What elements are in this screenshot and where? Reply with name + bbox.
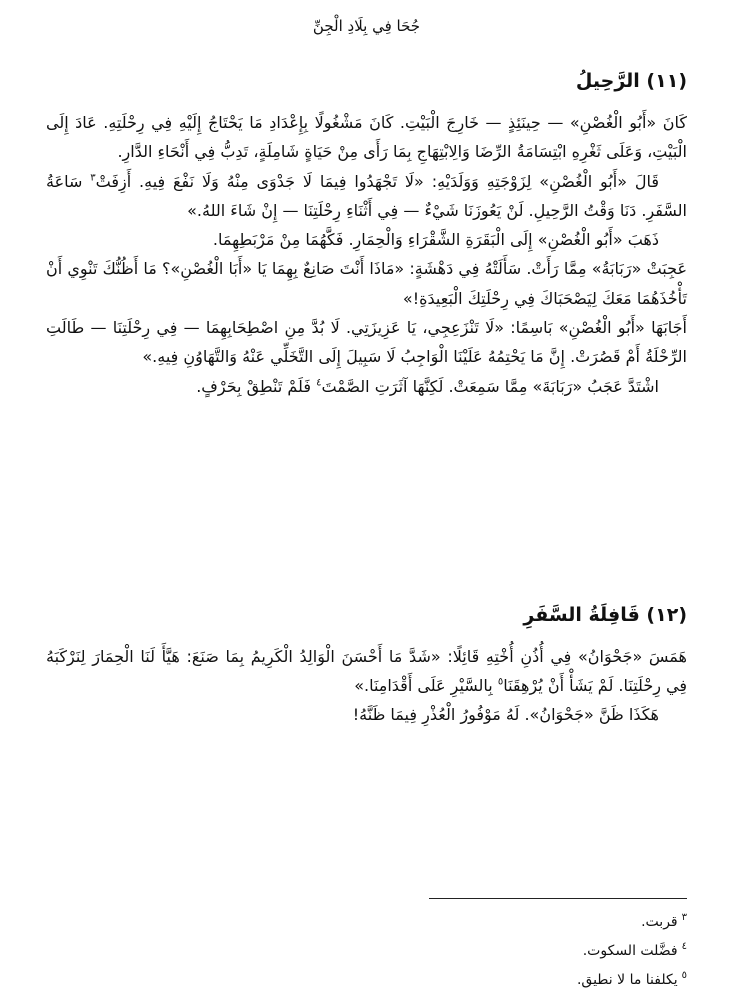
section-11: [46, 66, 687, 401]
footnote-number: ٣: [681, 912, 687, 924]
footnote-number: ٤: [681, 941, 687, 953]
paragraph-6: [46, 372, 687, 401]
section-heading-12: (١٢) قَافِلَةُ السَّفَرِ: [523, 604, 687, 626]
paragraph-1: [46, 642, 687, 700]
paragraph-text: عَجِبَتْ «رَبَابَةُ» مِمَّا رَأَتْ. سَأَلَتْهُ فِي دَهْشَةٍ: «مَاذَا أَنْتَ صَانِعٌ بِهِمَا يَا «أَبَا الْغُصْنِ»؟ مَا أَظُنُّكَ تَنْوِي أَنْ تَأْخُذَهُمَا مَعَكَ لِيَصْحَبَاكَ فِي رِحْلَتِكَ الْبَعِيدَةِ!»: [46, 259, 687, 308]
paragraph-3: [46, 225, 687, 254]
footnote-text: يكلفنا ما لا نطيق.: [576, 972, 678, 988]
paragraph-text: ذَهَبَ «أَبُو الْغُصْنِ» إِلَى الْبَقَرَةِ الشَّقْرَاءِ وَالْحِمَارِ. فَكَّهُمَا مِنْ مَرْبَطِهِمَا.: [212, 230, 659, 250]
paragraph-text: فَلَمْ تَنْطِقْ بِحَرْفٍ.: [196, 376, 317, 396]
paragraph-text: هَكَذَا ظَنَّ «جَحْوَانُ». لَهُ مَوْفُورُ الْعُذْرِ فِيمَا ظَنَّهُ!: [352, 705, 659, 724]
paragraph-text: كَانَ «أَبُو الْغُصْنِ» — حِينَئِذٍ — خَارِجَ الْبَيْتِ. كَانَ مَشْغُولًا بِإِعْدَادِ مَا يَحْتَاجُ إِلَيْهِ فِي رِحْلَتِهِ. عَادَ إِلَى الْبَيْتِ، وَعَلَى ثَغْرِهِ ابْتِسَامَةُ الرِّضَا وَالِابْتِهَاجِ بِمَا رَأَى مِنْ حَيَاةٍ شَامِلَةٍ، تَدِبُّ فِي أَنْحَاءِ الدَّارِ.: [46, 113, 687, 162]
paragraph-4: [46, 254, 687, 313]
footnote-5: [46, 966, 687, 995]
paragraph-text: قَالَ «أَبُو الْغُصْنِ» لِزَوْجَتِهِ وَوَلَدَيْهِ: «لَا تَجْهَدُوا فِيمَا لَا جَدْوَى مِنْهُ وَلَا نَفْعَ فِيهِ. أَزِفَتْ: [95, 171, 659, 191]
footnote-ref-3[interactable]: ٣: [90, 172, 96, 184]
footnote-ref-5[interactable]: ٥: [497, 676, 504, 688]
paragraph-text: هَمَسَ «جَحْوَانُ» فِي أُذُنِ أُخْتِهِ قَائِلًا: «شَدَّ مَا أَحْسَنَ الْوَالِدُ الْكَرِيمُ بِمَا صَنَعَ: هَيَّأَ لَنَا الْحِمَارَ لِنَرْكَبَهُ فِي رِحْلَتِنَا. لَمْ يَشَأْ أَنْ يُرْهِقَنَا: [46, 647, 687, 695]
paragraph-2: [46, 700, 687, 729]
footnote-text: قربت.: [641, 914, 678, 930]
paragraph-text: أَجَابَهَا «أَبُو الْغُصْنِ» بَاسِمًا: «لَا تَنْزَعِجِي، يَا عَزِيزَتِي. لَا بُدَّ مِنِ اصْطِحَابِهِمَا — فِي رِحْلَتِنَا — طَالَتِ الرِّحْلَةُ أَمْ قَصُرَتْ. إِنَّ مَا يَحْتِمُهُ عَلَيْنَا الْوَاجِبُ لَا سَبِيلَ إِلَى التَّخَلِّي عَنْهُ وَالتَّهَاوُنِ فِيهِ.»: [46, 318, 687, 367]
footnote-4: [46, 937, 687, 966]
footnote-number: ٥: [681, 970, 687, 982]
paragraph-5: [46, 313, 687, 372]
section-12: [46, 600, 687, 729]
running-head: جُحَا فِي بِلَادِ الْجِنِّ: [312, 17, 421, 35]
paragraph-1: [46, 108, 687, 167]
paragraph-2: [46, 167, 687, 226]
footnotes: [46, 908, 687, 995]
paragraph-text: اشْتَدَّ عَجَبُ «رَبَابَةَ» مِمَّا سَمِعَتْ. لَكِنَّهَا آثَرَتِ الصَّمْتَ: [321, 376, 659, 396]
section-heading-11: (١١) الرَّحِيلُ: [575, 70, 687, 92]
footnote-3: [46, 908, 687, 937]
paragraph-text: سَاعَةُ السَّفَرِ. دَنَا وَقْتُ الرَّحِيلِ. لَنْ يَعُوزَنَا شَيْءٌ — فِي أَثْنَاءِ رِحْلَتِنَا — إِنْ شَاءَ اللهُ.»: [46, 171, 687, 220]
footnote-divider: [429, 898, 687, 899]
footnote-ref-4[interactable]: ٤: [316, 377, 322, 389]
footnote-text: فضَّلت السكوت.: [582, 943, 678, 959]
paragraph-text: بِالسَّيْرِ عَلَى أَقْدَامِنَا.»: [354, 676, 498, 695]
